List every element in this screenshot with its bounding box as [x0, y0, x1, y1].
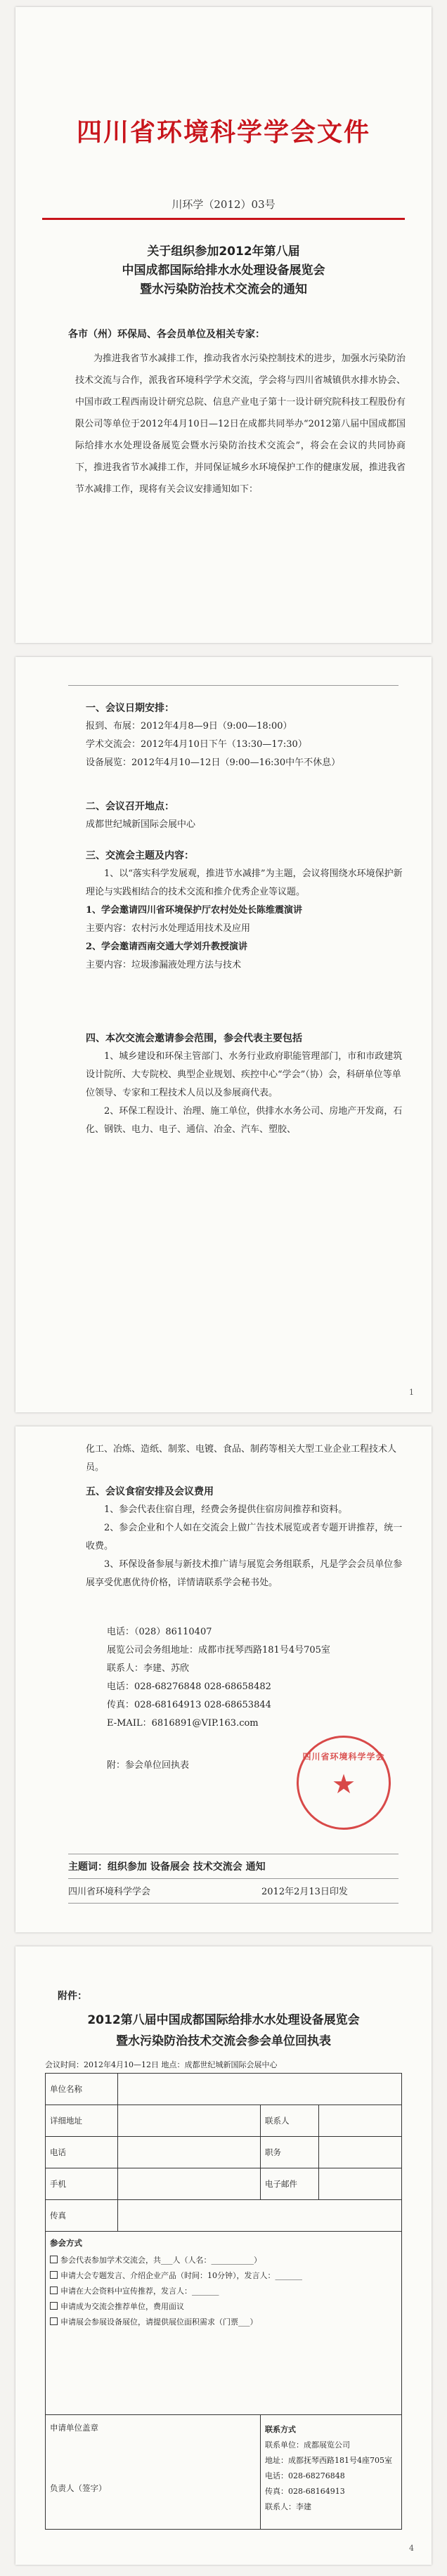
- label-mobile: 手机: [46, 2168, 118, 2200]
- official-seal: [297, 1736, 391, 1830]
- option-row[interactable]: [50, 2253, 397, 2268]
- option-row[interactable]: [50, 2299, 397, 2315]
- contact-line: 展览公司会务组地址：成都市抚琴西路181号4号705室: [107, 1645, 330, 1655]
- label-leader: 负责人（签字）: [50, 2483, 107, 2493]
- contact-field[interactable]: [319, 2105, 402, 2137]
- divider: [68, 1878, 399, 1879]
- seal-text: 四川省环境科学学会: [302, 1752, 385, 1762]
- section-heading: 一、会议日期安排：: [86, 703, 174, 714]
- section-line: 2、学会邀请西南交通大学刘升教授演讲: [86, 942, 248, 952]
- salutation: 各市（州）环保局、各会员单位及相关专家：: [68, 329, 265, 340]
- form-title-line: 暨水污染防治技术交流会参会单位回执表: [116, 2034, 331, 2048]
- notice-title-line: 中国成都国际给排水水处理设备展览会: [122, 264, 325, 278]
- attachment-label: 附件：: [58, 1991, 87, 2002]
- document-page-2: [15, 657, 432, 1412]
- meeting-info: 会议时间：2012年4月10—12日 地点：成都世纪城新国际会展中心: [45, 2060, 278, 2069]
- section-line: 主要内容：垃圾渗漏液处理方法与技术: [86, 960, 242, 970]
- document-title: 四川省环境科学学会文件: [76, 118, 370, 147]
- body-paragraph: 为推进我省节水减排工作，推动我省水污染控制技术的进步，加强水污染防治技术交流与合作，派我省环境科学学术交流，学会将与四川省城镇供水排水协会、中国市政工程西南设计研究总院、信息产业电子第十一设计研究院科技工程股份有限公司等单位于2012年4月10日—12日在成都共同举办“2012第八届中国成都国际给排水水处理设备展览会暨水污染防治技术交流会”，将会在会议的共同协商下，推进我省节水减排工作，并同保证城乡水环境保护工作的健康发展，推进我省节水减排工作，现将有关会议安排通知如下：: [75, 353, 406, 495]
- contact-line: 联系人：李建、苏欣: [107, 1663, 190, 1674]
- label-email: 电子邮件: [261, 2168, 319, 2200]
- option-label: 申请在大会资料中宣传推荐，发言人：_______: [60, 2286, 219, 2296]
- unit-name-field[interactable]: [118, 2074, 402, 2105]
- form-title-line: 2012第八届中国成都国际给排水水处理设备展览会: [87, 2013, 360, 2027]
- document-page-3: [15, 1426, 432, 1932]
- label-address: 详细地址: [46, 2105, 118, 2137]
- section-line: 1、城乡建设和环保主管部门、水务行业政府职能管理部门，市和市政建筑设计院所、大专院校、典型企业规划、疾控中心“学会”（协）会，科研单位等单位领导、专家和工程技术人员以及参展商代表。: [86, 1051, 403, 1098]
- section-line: 1、参会代表住宿自理，经费会务提供住宿房间推荐和资料。: [104, 1504, 348, 1515]
- section-line: 主要内容：农村污水处理适用技术及应用: [86, 923, 251, 934]
- label-participation: 参会方式: [50, 2238, 82, 2248]
- section-line: 1、学会邀请四川省环境保护厅农村处处长陈维震演讲: [86, 905, 303, 916]
- mobile-field[interactable]: [118, 2168, 261, 2200]
- contact-info-cell: [261, 2415, 402, 2530]
- fax-field[interactable]: [118, 2200, 402, 2232]
- section-line: 3、环保设备参展与新技术推广请与展览会务组联系，凡是学会会员单位参展享受优惠优待价格，详情请联系学会秘书处。: [86, 1559, 403, 1588]
- label-applicant: 申请单位盖章: [50, 2423, 98, 2433]
- applicant-cell: [46, 2415, 261, 2530]
- form-title: [15, 2010, 432, 2052]
- section-dates: [86, 699, 406, 772]
- section-heading: 三、交流会主题及内容：: [86, 850, 194, 861]
- option-row[interactable]: [50, 2315, 397, 2330]
- continued-text: 化工、冶炼、造纸、制浆、电镀、食品、制药等相关大型工业企业工程技术人员。: [86, 1444, 397, 1473]
- checkbox-icon[interactable]: [50, 2302, 58, 2310]
- keywords: 主题词：组织参加 设备展会 技术交流会 通知: [68, 1861, 266, 1873]
- contact-line: 电话：（028）86110407: [107, 1627, 212, 1637]
- section-heading: 二、会议召开地点：: [86, 801, 174, 812]
- option-label: 申请成为交流会推荐单位，费用面议: [60, 2302, 184, 2311]
- contact-line: 传真：028-68164913 028-68653844: [107, 1700, 271, 1710]
- notice-title-line: 暨水污染防治技术交流会的通知: [140, 282, 307, 297]
- option-row[interactable]: [50, 2284, 397, 2299]
- section-line: 报到、布展：2012年4月8—9日（9:00—18:00）: [86, 721, 292, 731]
- checkbox-icon[interactable]: [50, 2256, 58, 2263]
- participation-cell: [46, 2232, 402, 2415]
- red-divider: [42, 218, 405, 220]
- checkbox-icon[interactable]: [50, 2271, 58, 2279]
- contact-info-line: 联系单位：成都展览公司: [265, 2440, 350, 2450]
- section-line: 2、参会企业和个人如在交流会上做广告技术展览或者专题开讲推荐，统一收费。: [86, 1523, 403, 1552]
- contact-line: 电话：028-68276848 028-68658482: [107, 1681, 271, 1692]
- document-page-4: [15, 1946, 432, 2565]
- job-field[interactable]: [319, 2137, 402, 2168]
- issue-date: 2012年2月13日印发: [261, 1887, 348, 1897]
- label-unit-name: 单位名称: [46, 2074, 118, 2105]
- divider: [68, 685, 399, 686]
- section-attendees: [86, 1029, 406, 1139]
- label-fax: 传真: [46, 2200, 118, 2232]
- label-phone: 电话: [46, 2137, 118, 2168]
- contact-info-line: 联系人：李建: [265, 2502, 311, 2511]
- contact-info-line: 电话：028-68276848: [265, 2471, 345, 2480]
- label-contact-info: 联系方式: [265, 2425, 296, 2434]
- page-number: 1: [409, 1388, 414, 1397]
- option-row[interactable]: [50, 2268, 397, 2284]
- document-number: 川环学（2012）03号: [171, 198, 276, 211]
- option-label: 申请展会参展设备展位，请提供展位面积需求（门票___）: [60, 2317, 258, 2327]
- section-line: 设备展览：2012年4月10—12日（9:00—16:30中午不休息）: [86, 757, 341, 768]
- section-heading: 五、会议食宿安排及会议费用: [86, 1486, 214, 1497]
- address-field[interactable]: [118, 2105, 261, 2137]
- contact-block: [107, 1623, 402, 1733]
- checkbox-icon[interactable]: [50, 2317, 58, 2325]
- divider: [68, 1903, 399, 1904]
- page-number: 4: [409, 2544, 414, 2553]
- section-heading: 四、本次交流会邀请参会范围，参会代表主要包括: [86, 1033, 302, 1044]
- notice-title-line: 关于组织参加2012年第八届: [147, 245, 300, 259]
- email-field[interactable]: [319, 2168, 402, 2200]
- document-page-1: [15, 7, 432, 643]
- contact-info-line: 地址：成都抚琴西路181号4座705室: [265, 2456, 392, 2465]
- notice-title: [58, 242, 389, 299]
- section-lodging: [86, 1483, 406, 1592]
- option-label: 参会代表参加学术交流会，共___人（人名：___________）: [60, 2256, 261, 2265]
- contact-info-line: 传真：028-68164913: [265, 2487, 345, 2496]
- section-line: 2、环保工程设计、治理、施工单位，供排水水务公司、房地产开发商，石化、钢铁、电力、电子、通信、冶金、汽车、塑胶、: [86, 1106, 403, 1135]
- section-line: 成都世纪城新国际会展中心: [86, 819, 196, 830]
- section-theme: [86, 847, 406, 975]
- attachment-note: 附：参会单位回执表: [107, 1760, 190, 1771]
- option-label: 申请大会专题发言、介绍企业产品（时间：10分钟），发言人：_______: [60, 2271, 302, 2280]
- label-contact: 联系人: [261, 2105, 319, 2137]
- seal-star-icon: ★: [331, 1769, 356, 1800]
- checkbox-icon[interactable]: [50, 2286, 58, 2294]
- section-line: 1、以“落实科学发展观，推进节水减排”为主题，会议将围绕水环境保护新理论与实践相结合的技术交流和推介优秀企业等议题。: [86, 869, 403, 897]
- phone-field[interactable]: [118, 2137, 261, 2168]
- section-line: 学术交流会：2012年4月10日下午（13:30—17:30）: [86, 739, 307, 750]
- registration-form: [45, 2073, 402, 2530]
- label-job: 职务: [261, 2137, 319, 2168]
- issuer: 四川省环境科学学会: [68, 1887, 151, 1897]
- contact-line: E-MAIL：6816891@VIP.163.com: [107, 1718, 259, 1729]
- section-venue: [86, 798, 406, 834]
